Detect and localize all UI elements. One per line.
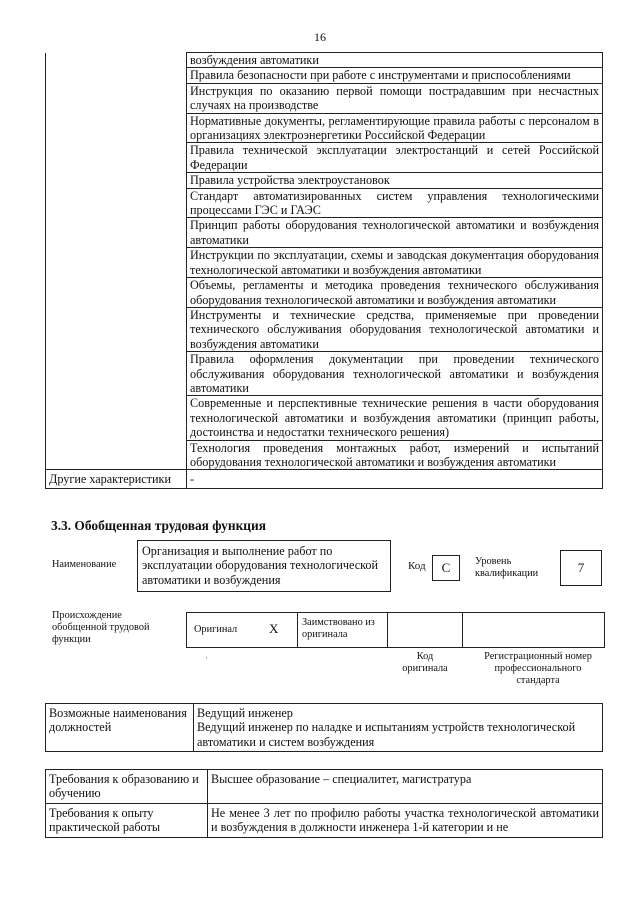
- function-code: C: [432, 555, 460, 581]
- positions-list: [194, 704, 603, 752]
- borrowed-label: Заимствовано из оригинала: [302, 617, 375, 640]
- qualification-level: 7: [560, 550, 602, 586]
- knowledge-item: Инструменты и технические средства, применяемые при проведении технического обслуживания оборудования технологической автоматики и возбуждения автоматики: [187, 307, 603, 351]
- knowledge-item: Правила безопасности при работе с инструментами и приспособлениями: [187, 68, 603, 83]
- education-label: Требования к образованию и обучению: [46, 770, 208, 804]
- education-value: Высшее образование – специалитет, магистратура: [208, 770, 603, 804]
- knowledge-table: [45, 52, 603, 489]
- knowledge-item: возбуждения автоматики: [187, 53, 603, 68]
- knowledge-item: Правила технической эксплуатации электростанций и сетей Российской Федерации: [187, 143, 603, 173]
- other-label: Другие характеристики: [46, 470, 187, 488]
- original-label: Оригинал: [194, 624, 238, 635]
- level-label: Уровень квалификации: [475, 556, 539, 579]
- position-item: Ведущий инженер по наладке и испытаниям устройств технологической автоматики и систем возбуждения: [197, 720, 576, 749]
- original-mark: X: [269, 621, 279, 636]
- experience-value: Не менее 3 лет по профилю работы участка технологической автоматики и возбуждения в должности инженера 1-й категории и не: [208, 803, 603, 837]
- other-value: -: [187, 470, 603, 488]
- knowledge-item: Современные и перспективные технические решения в части оборудования технологической автоматики и возбуждения автоматики (принцип работы, достоинства и недостатки технического решения): [187, 396, 603, 440]
- knowledge-item: Технология проведения монтажных работ, измерений и испытаний оборудования технологической автоматики и возбуждения автоматики: [187, 440, 603, 470]
- origin-label: Происхождение обобщенной трудовой функции: [52, 610, 150, 645]
- reg-number-caption: Регистрационный номер профессионального стандарта: [484, 651, 592, 686]
- knowledge-item: Объемы, регламенты и методика проведения технического обслуживания оборудования технологической автоматики и возбуждения автоматики: [187, 278, 603, 308]
- origin-dots: ·: [205, 653, 208, 663]
- knowledge-item: Правила устройства электроустановок: [187, 173, 603, 188]
- positions-table: [45, 703, 603, 752]
- positions-label: Возможные наименования должностей: [46, 704, 194, 752]
- code-caption: Код оригинала: [402, 651, 448, 674]
- knowledge-item: Стандарт автоматизированных систем управления технологическими процессами ГЭС и ГАЭС: [187, 188, 603, 218]
- section-title: 3.3. Обобщенная трудовая функция: [51, 518, 266, 533]
- knowledge-item: Принцип работы оборудования технологической автоматики и возбуждения автоматики: [187, 218, 603, 248]
- knowledge-item: Инструкция по оказанию первой помощи пострадавшим при несчастных случаях на производстве: [187, 83, 603, 113]
- name-label: Наименование: [52, 559, 117, 570]
- experience-label: Требования к опыту практической работы: [46, 803, 208, 837]
- knowledge-item: Нормативные документы, регламентирующие правила работы с персоналом в организациях электроэнергетики Российской Федерации: [187, 113, 603, 143]
- position-item: Ведущий инженер: [197, 706, 293, 720]
- knowledge-item: Инструкции по эксплуатации, схемы и заводская документация оборудования технологической автоматики и возбуждения автоматики: [187, 248, 603, 278]
- requirements-table: [45, 769, 603, 838]
- function-name: Организация и выполнение работ по эксплуатации оборудования технологической автоматики и возбуждения: [137, 540, 391, 592]
- knowledge-label-cell: [46, 53, 187, 470]
- knowledge-item: Правила оформления документации при проведении технического обслуживания оборудования технологической автоматики и возбуждения автоматики: [187, 352, 603, 396]
- origin-row: [186, 612, 605, 648]
- code-label: Код: [408, 560, 426, 572]
- page-number: 16: [314, 30, 326, 44]
